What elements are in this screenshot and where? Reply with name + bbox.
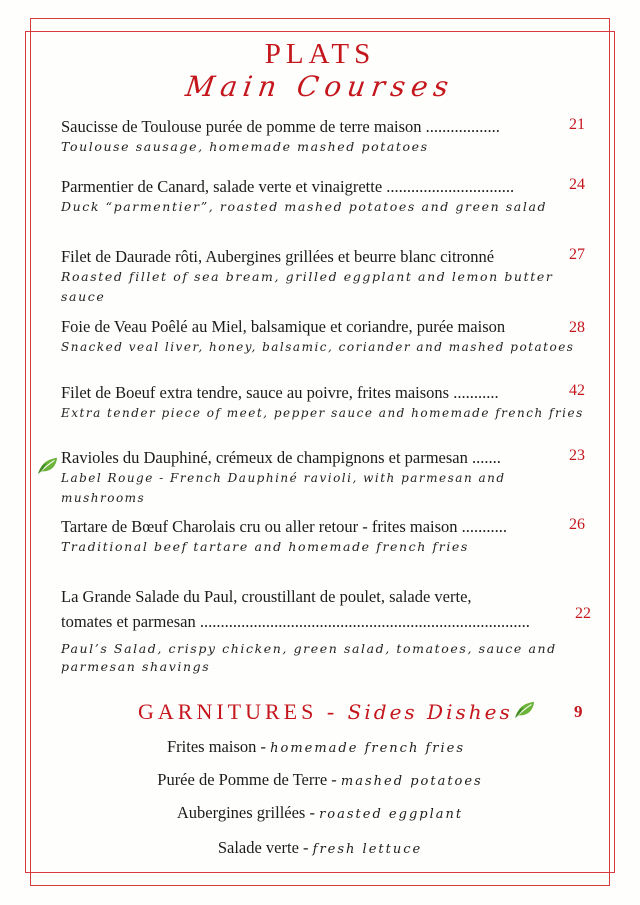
menu-item (61, 448, 591, 508)
dish-name-fr: Foie de Veau Poêlé au Miel, balsamique et coriandre, purée maison (61, 317, 506, 336)
dish-price: 27 (569, 246, 585, 263)
side-name-fr: Frites maison - (167, 737, 271, 756)
page-title: PLATS (264, 38, 376, 70)
page-subtitle: Main Courses (183, 70, 457, 103)
side-item (0, 737, 636, 757)
dish-price: 23 (569, 447, 585, 464)
side-name-en: fresh lettuce (312, 842, 423, 857)
menu-item (61, 177, 591, 217)
dish-description-en: Snacked veal liver, honey, balsamic, coriander and mashed potatoes (61, 340, 575, 354)
menu-item (61, 517, 591, 557)
menu-item (61, 247, 591, 307)
dish-price: 24 (569, 176, 585, 193)
side-item (0, 803, 640, 823)
menu-item (61, 317, 591, 357)
dish-price: 42 (569, 382, 585, 399)
dish-name-fr: Tartare de Bœuf Charolais cru ou aller retour - frites maison ........... (61, 517, 508, 536)
side-name-fr: Aubergines grillées - (176, 803, 320, 822)
dish-description-en: Roasted fillet of sea bream, grilled eggplant and lemon butter sauce (61, 269, 554, 304)
garnitures-separator: - (317, 699, 348, 724)
dish-description-en: Label Rouge - French Dauphiné ravioli, with parmesan and mushrooms (61, 471, 506, 505)
garnitures-subtitle: Sides Dishes (347, 700, 513, 724)
dish-price: 26 (569, 516, 585, 533)
side-name-en: roasted eggplant (319, 807, 464, 822)
side-name-en: mashed potatoes (340, 774, 483, 789)
leaf-icon (37, 455, 59, 475)
garnitures-price: 9 (574, 702, 583, 721)
dish-description-en: Traditional beef tartare and homemade french fries (61, 539, 469, 554)
leaf-icon (514, 699, 536, 719)
dish-name-fr: Parmentier de Canard, salade verte et vinaigrette ............................... (61, 177, 515, 196)
dish-description-en-line2: parmesan shavings (61, 659, 211, 674)
dish-description-en: Extra tender piece of meet, pepper sauce and homemade french fries (61, 406, 584, 420)
side-name-fr: Purée de Pomme de Terre - (157, 770, 341, 789)
garnitures-heading (138, 699, 513, 725)
side-name-en: homemade french fries (270, 741, 465, 756)
dish-name-fr-line2: tomates et parmesan ................................................................................ (61, 612, 530, 631)
menu-item (61, 117, 591, 157)
dish-description-en: Toulouse sausage, homemade mashed potatoes (61, 139, 429, 154)
side-item (0, 770, 640, 790)
side-item (0, 838, 640, 858)
dish-name-fr: Filet de Boeuf extra tendre, sauce au poivre, frites maisons ........... (61, 383, 499, 402)
dish-name-fr: Saucisse de Toulouse purée de pomme de terre maison .................. (61, 117, 500, 136)
dish-price: 28 (569, 319, 585, 336)
menu-item (61, 383, 591, 423)
menu-item (61, 584, 591, 676)
dish-name-fr: Filet de Daurade rôti, Aubergines grillées et beurre blanc citronné (61, 247, 495, 266)
dish-description-en: Duck “parmentier”, roasted mashed potatoes and green salad (61, 199, 548, 214)
dish-name-fr: Ravioles du Dauphiné, crémeux de champignons et parmesan ....... (61, 448, 501, 467)
side-name-fr: Salade verte - (217, 838, 313, 857)
dish-price: 22 (575, 605, 591, 622)
dish-description-en-line1: Paul’s Salad, crispy chicken, green salad, tomatoes, sauce and (61, 641, 557, 656)
dish-price: 21 (569, 116, 585, 133)
garnitures-title: GARNITURES (138, 699, 318, 724)
dish-name-fr-line1: La Grande Salade du Paul, croustillant de poulet, salade verte, (61, 587, 472, 606)
